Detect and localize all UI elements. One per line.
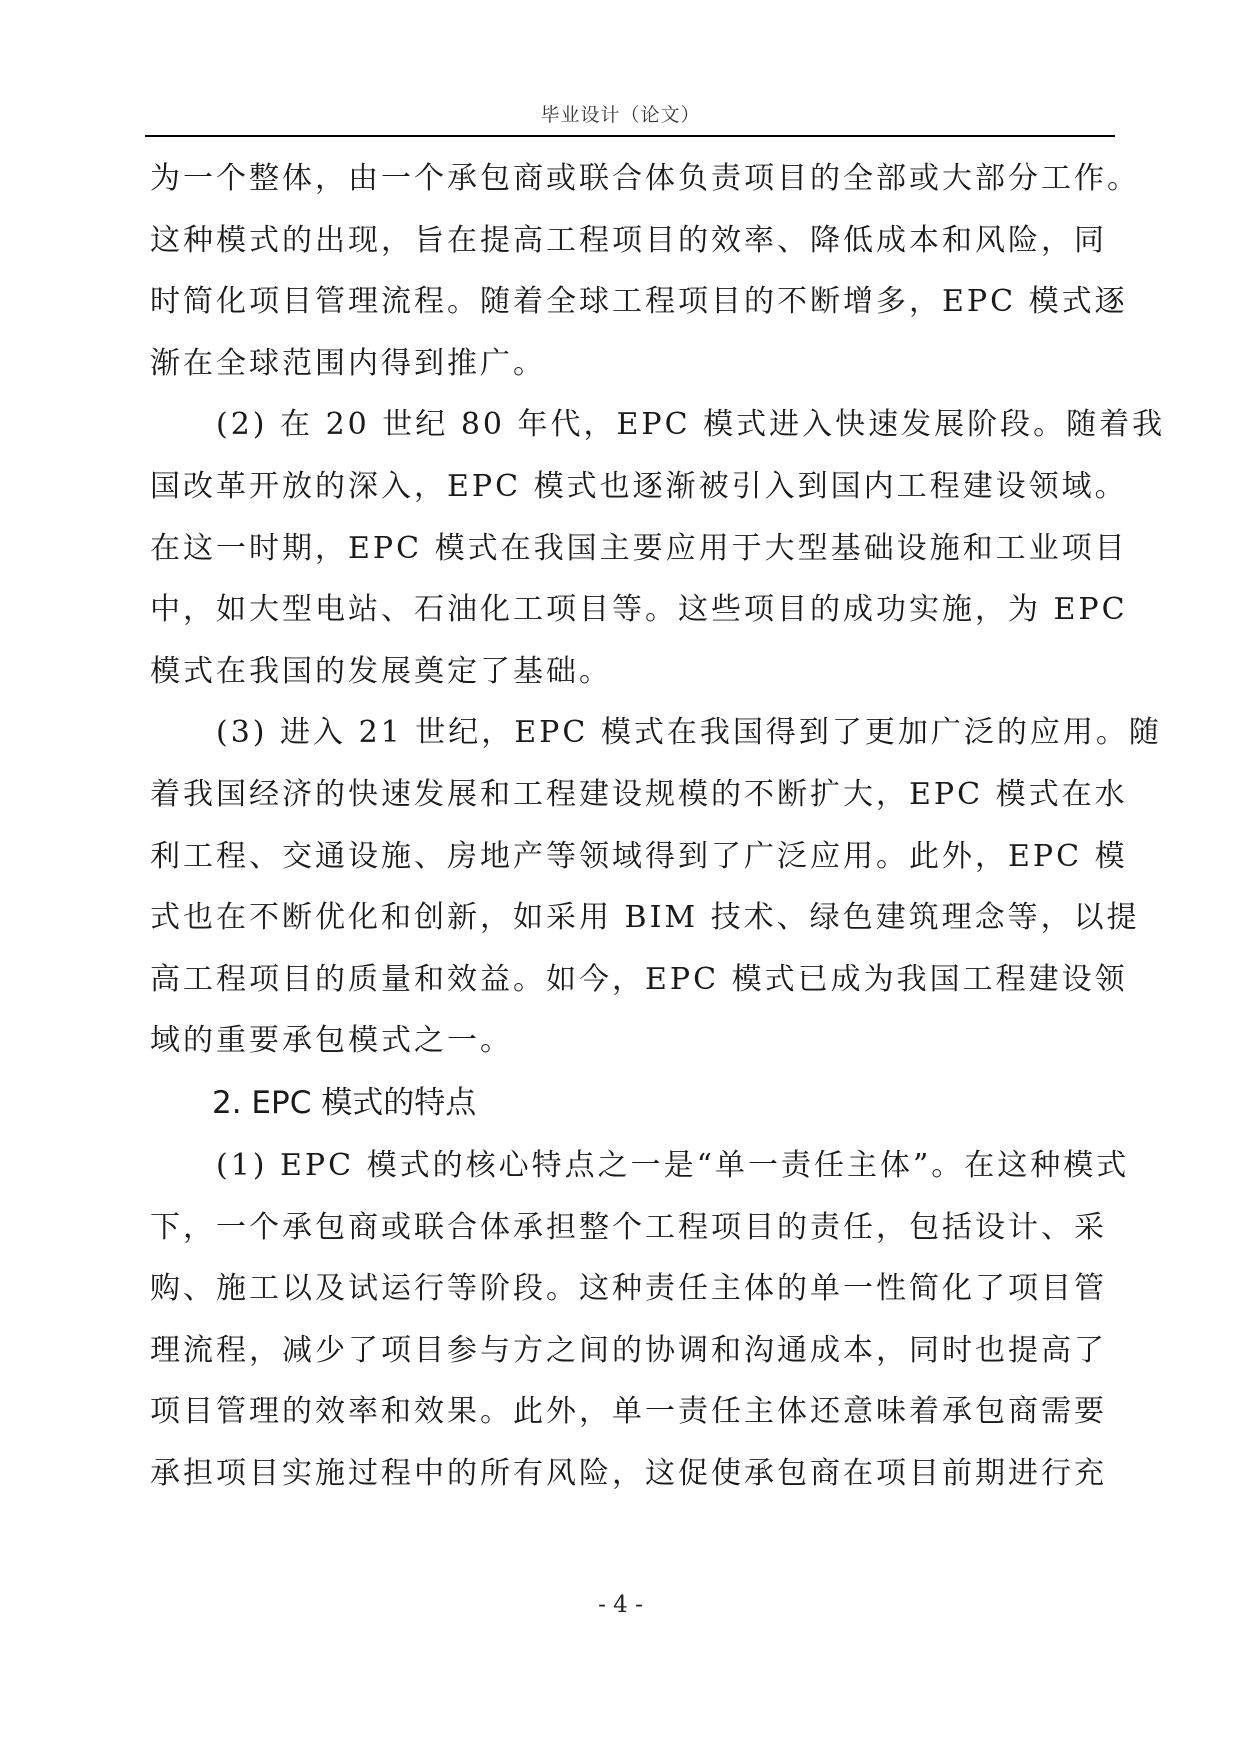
running-header: 毕业设计（论文）: [540, 104, 701, 126]
text-line: (1) EPC 模式的核心特点之一是“单一责任主体”。在这种模式: [150, 1147, 1130, 1183]
text-line: 域的重要承包模式之一。: [150, 1023, 513, 1059]
text-line: 为一个整体，由一个承包商或联合体负责项目的全部或大部分工作。: [150, 161, 1140, 196]
section-heading: 2. EPC 模式的特点: [212, 1084, 477, 1121]
text-line: 购、施工以及试运行等阶段。这种责任主体的单一性简化了项目管: [150, 1271, 1107, 1307]
text-line: 中，如大型电站、石油化工项目等。这些项目的成功实施，为 EPC: [150, 592, 1128, 628]
paragraph-stage-3: [150, 702, 1162, 1072]
text-line: (2) 在 20 世纪 80 年代，EPC 模式进入快速发展阶段。随着我: [150, 407, 1166, 443]
text-line: 渐在全球范围内得到推广。: [150, 345, 546, 381]
page-number: - 4 -: [598, 1592, 643, 1618]
paragraph-epc-overview-continued: [150, 148, 1140, 394]
text-line: 国改革开放的深入，EPC 模式也逐渐被引入到国内工程建设领域。: [150, 468, 1128, 504]
text-line: 项目管理的效率和效果。此外，单一责任主体还意味着承包商需要: [150, 1394, 1107, 1430]
text-line: 这种模式的出现，旨在提高工程项目的效率、降低成本和风险，同: [150, 222, 1107, 258]
text-line: 下，一个承包商或联合体承担整个工程项目的责任，包括设计、采: [150, 1209, 1107, 1245]
text-line: 理流程，减少了项目参与方之间的协调和沟通成本，同时也提高了: [150, 1332, 1107, 1368]
text-line: 利工程、交通设施、房地产等领域得到了广泛应用。此外，EPC 模: [150, 838, 1128, 874]
text-line: 着我国经济的快速发展和工程建设规模的不断扩大，EPC 模式在水: [150, 776, 1128, 812]
text-line: (3) 进入 21 世纪，EPC 模式在我国得到了更加广泛的应用。随: [150, 715, 1162, 751]
text-line: 模式在我国的发展奠定了基础。: [150, 653, 612, 689]
header-divider: [145, 135, 1115, 137]
paragraph-feature-1: [150, 1135, 1130, 1505]
body-text: [150, 148, 1166, 1504]
text-line: 承担项目实施过程中的所有风险，这促使承包商在项目前期进行充: [150, 1455, 1107, 1491]
text-line: 高工程项目的质量和效益。如今，EPC 模式已成为我国工程建设领: [150, 961, 1128, 997]
text-line: 时简化项目管理流程。随着全球工程项目的不断增多，EPC 模式逐: [150, 284, 1128, 320]
text-line: 在这一时期，EPC 模式在我国主要应用于大型基础设施和工业项目: [150, 530, 1128, 566]
paragraph-stage-2: [150, 394, 1166, 702]
text-line: 式也在不断优化和创新，如采用 BIM 技术、绿色建筑理念等，以提: [150, 900, 1140, 936]
